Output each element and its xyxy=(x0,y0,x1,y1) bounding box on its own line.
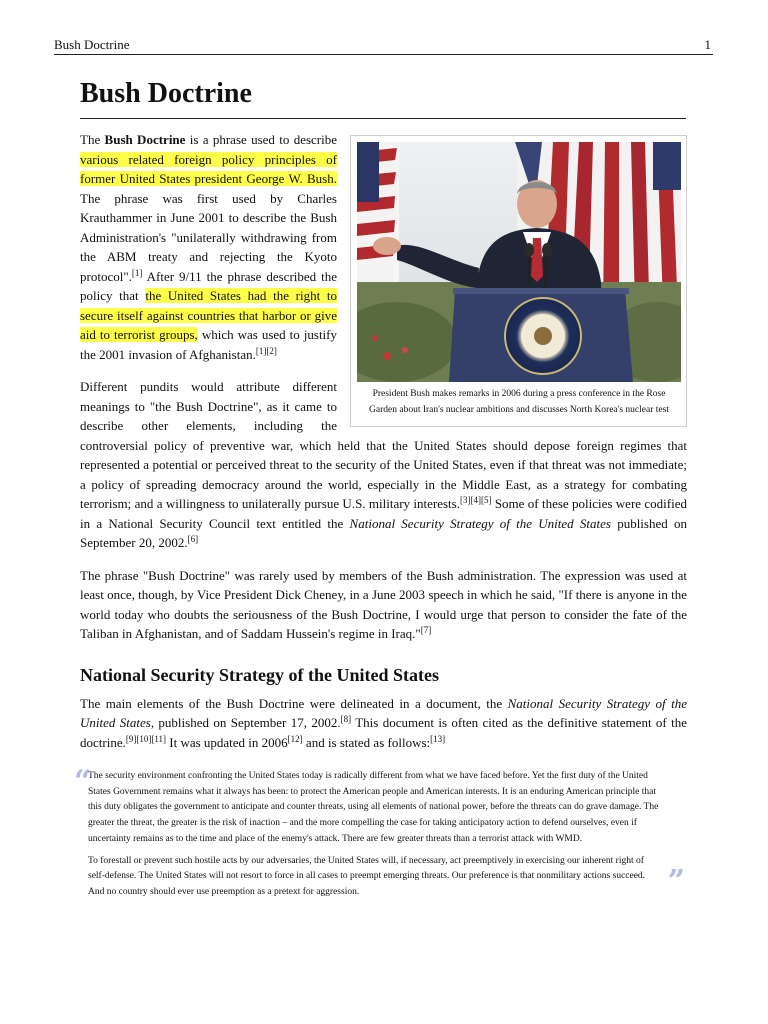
citation-link[interactable]: [6] xyxy=(187,534,199,544)
quote-paragraph-2: To forestall or prevent such hostile acts by our adversaries, the United States will, if necessary, act preemptively in exercising our inherent right of self-defense. The United States will not resort to force in all cases to preempt emerging threats. Our preference is that nonmilitary actions succeed. And no country should ever use preemption as a pretext for aggression. xyxy=(88,855,646,897)
podium xyxy=(449,288,633,382)
running-header xyxy=(54,37,713,55)
running-title: Bush Doctrine xyxy=(54,37,130,52)
intro-paragraph: The Bush Doctrine is a phrase used to describe various related foreign policy principles of former United States president George W. Bush. The phrase was first used by Charles Krauthammer in June 2001 to describe the Bush Administration's "unilaterally withdrawing from the ABM treaty and rejecting the Kyoto protocol".[1] After 9/11 the phrase described the policy that the United States had the right to secure itself against countries that harbor or give aid to terrorist groups, which was used to justify the 2001 invasion of Afghanistan.[1][2] xyxy=(80,132,338,362)
document-title: National Security Strategy of the United States xyxy=(80,695,688,730)
highlight-1[interactable]: various related foreign policy principles of former United States president George W. Bush. xyxy=(80,151,337,186)
citation-link[interactable]: [12] xyxy=(287,733,303,744)
page-number: 1 xyxy=(704,37,711,52)
block-quote xyxy=(74,764,687,901)
close-quote-icon: ” xyxy=(667,863,685,899)
bold-term: Bush Doctrine xyxy=(104,132,186,147)
citation-link[interactable]: [9][10][11] xyxy=(125,733,166,744)
open-quote-icon: “ xyxy=(74,764,92,799)
cheney-paragraph: The phrase "Bush Doctrine" was rarely used by members of the Bush administration. The expression was used at least once, though, by Vice President Dick Cheney, in a June 2003 speech in which he said, "If there is anyone in the world today who doubts the seriousness of the Bush Doctrine, I would urge that person to consider the fate of the Taliban in Afghanistan, and of Saddam Hussein's regime in Iraq."[7] xyxy=(80,567,687,641)
highlight-2[interactable]: the United States had the right to secure itself against countries that harbor or give aid to terrorist groups, xyxy=(80,288,337,342)
citation-link[interactable]: [1][2] xyxy=(255,345,277,356)
pundits-paragraph: Different pundits would attribute different meanings to "the Bush Doctrine", as it came to describe other elements, including the controversial policy of preventive war, which held that the United States should depose foreign regimes that represented a potential or perceived threat to the security of the United States, even if that threat was not immediate; a policy of spreading democracy around the world, especially in the Middle East, as a strategy for combating terrorism; and a willingness to unilaterally pursue U.S. military interests.[3][4][5] Some of these policies were codified in a National Security Council text entitled the National Security Strategy of the United States published on September 20, 2002.[6] xyxy=(80,379,687,550)
figure-photo xyxy=(357,142,681,382)
title-divider xyxy=(80,118,686,119)
section-heading: National Security Strategy of the United States xyxy=(80,664,439,685)
quote-paragraph-1: The security environment confronting the United States today is radically different from what we have faced before. Yet the first duty of the United States Government remains what it always has been: to protect the American people and American interests. It is an enduring American principle that this duty obligates the government to anticipate and counter threats, using all elements of national power, before the threats can do grave damage. The greater the threat, the greater is the risk of inaction – and the more compelling the case for taking anticipatory action to defend ourselves, even if uncertainty remains as to the time and place of the enemy's attack. There are few greater threats than a terrorist attack with WMD. xyxy=(88,771,659,844)
citation-link[interactable]: [8] xyxy=(340,714,352,724)
citation-link[interactable]: [3][4][5] xyxy=(459,495,492,505)
article-figure xyxy=(350,135,687,427)
citation-link[interactable]: [13] xyxy=(430,733,446,744)
citation-link[interactable]: [7] xyxy=(420,625,432,635)
press-conference-photo xyxy=(357,142,681,382)
figure-caption: President Bush makes remarks in 2006 during a press conference in the Rose Garden about Iran's nuclear ambitions and discusses North Korea's nuclear test xyxy=(369,389,669,415)
left-flag xyxy=(357,142,399,282)
article-title: Bush Doctrine xyxy=(80,78,252,109)
citation-link[interactable]: [1] xyxy=(131,267,143,278)
document-title: National Security Strategy of the United States xyxy=(349,515,611,531)
nss-paragraph: The main elements of the Bush Doctrine were delineated in a document, the National Security Strategy of the United States, published on September 17, 2002.[8] This document is often cited as the definitive statement of the doctrine.[9][10][11] It was updated in 2006[12] and is stated as follows:[13] xyxy=(80,695,688,750)
article-body xyxy=(74,130,688,907)
